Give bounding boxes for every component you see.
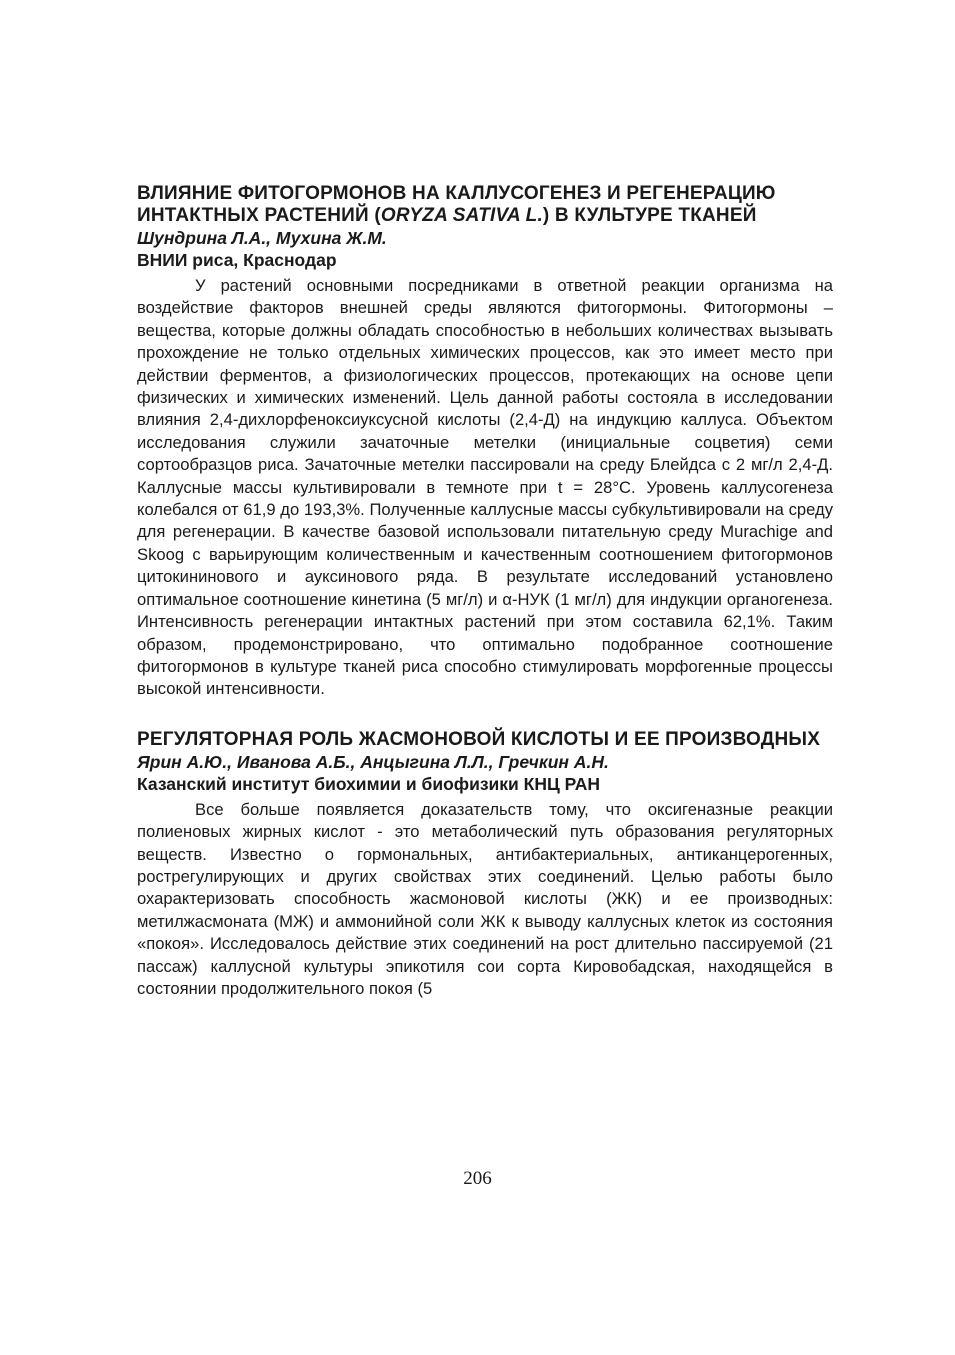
page-number: 206 — [463, 1168, 492, 1189]
article-2-authors: Ярин А.Ю., Иванова А.Б., Анцыгина Л.Л., Гречкин А.Н. — [137, 751, 609, 772]
article-1-body: У растений основными посредниками в ответной реакции организма на воздействие факторов внешней среды являются фитогормоны. Фитогормоны – вещества, которые должны обладать способностью в небольших количествах вызывать прохождение не только отдельных химических процессов, как это имеет место при действии ферментов, а физиологических процессов, протекающих на основе цепи физических и химических изменений. Цель данной работы состояла в исследовании влияния 2,4-дихлорфеноксиуксусной кислоты (2,4-Д) на индукцию каллуса. Объектом исследования служили зачаточные метелки (инициальные соцветия) семи сортообразцов риса. Зачаточные метелки пассировали на среду Блейдса с 2 мг/л 2,4-Д. Каллусные массы культивировали в темноте при t = 28°С. Уровень каллусогенеза колебался от 61,9 до 193,3%. Полученные каллусные массы субкультивировали на среду для регенерации. В качестве базовой использовали питательную среду Murachige and Skoog с варьирующим количественным и качественным соотношением фитогормонов цитокининового и ауксинового ряда. В результате исследований установлено оптимальное соотношение кинетина (5 мг/л) и α-НУК (1 мг/л) для индукции органогенеза. Интенсивность регенерации интактных растений при этом составила 62,1%. Таким образом, продемонстрировано, что оптимально подобранное соотношение фитогормонов в культуре тканей риса способно стимулировать морфогенные процессы высокой интенсивности. — [137, 276, 833, 699]
article-2-affiliation: Казанский институт биохимии и биофизики КНЦ РАН — [137, 773, 601, 794]
article-2-title: РЕГУЛЯТОРНАЯ РОЛЬ ЖАСМОНОВОЙ КИСЛОТЫ И ЕЕ ПРОИЗВОДНЫХ — [137, 728, 821, 750]
article-1-authors: Шундрина Л.А., Мухина Ж.М. — [137, 228, 387, 248]
article-2-body: Все больше появляется доказательств тому, что оксигеназные реакции полиеновых жирных кислот - это метаболический путь образования регуляторных веществ. Известно о гормональных, антибактериальных, антиканцерогенных, рострегулирующих и других свойствах этих соединений. Целью работы было охарактеризовать способность жасмоновой кислоты (ЖК) и ее производных: метилжасмоната (МЖ) и аммонийной соли ЖК к выводу каллусных клеток из состояния «покоя». Исследовалось действие этих соединений на рост длительно пассируемой (21 пассаж) каллусной культуры эпикотиля сои сорта Кировобадская, находящейся в состоянии продолжительного покоя (5 — [137, 799, 833, 998]
article-2 — [137, 729, 833, 1001]
article-1 — [137, 183, 833, 701]
article-1-title — [137, 183, 833, 227]
article-1-title-latin: ORYZA SATIVA L. — [380, 205, 543, 226]
page-content — [137, 183, 833, 1000]
article-1-title-part1: ВЛИЯНИЕ ФИТОГОРМОНОВ НА КАЛЛУСОГЕНЕЗ И РЕГЕНЕРАЦИЮ ИНТАКТНЫХ РАСТЕНИЙ ( — [137, 183, 776, 226]
article-1-affiliation: ВНИИ риса, Краснодар — [137, 250, 337, 270]
article-1-title-part2: ) В КУЛЬТУРЕ ТКАНЕЙ — [542, 205, 757, 226]
